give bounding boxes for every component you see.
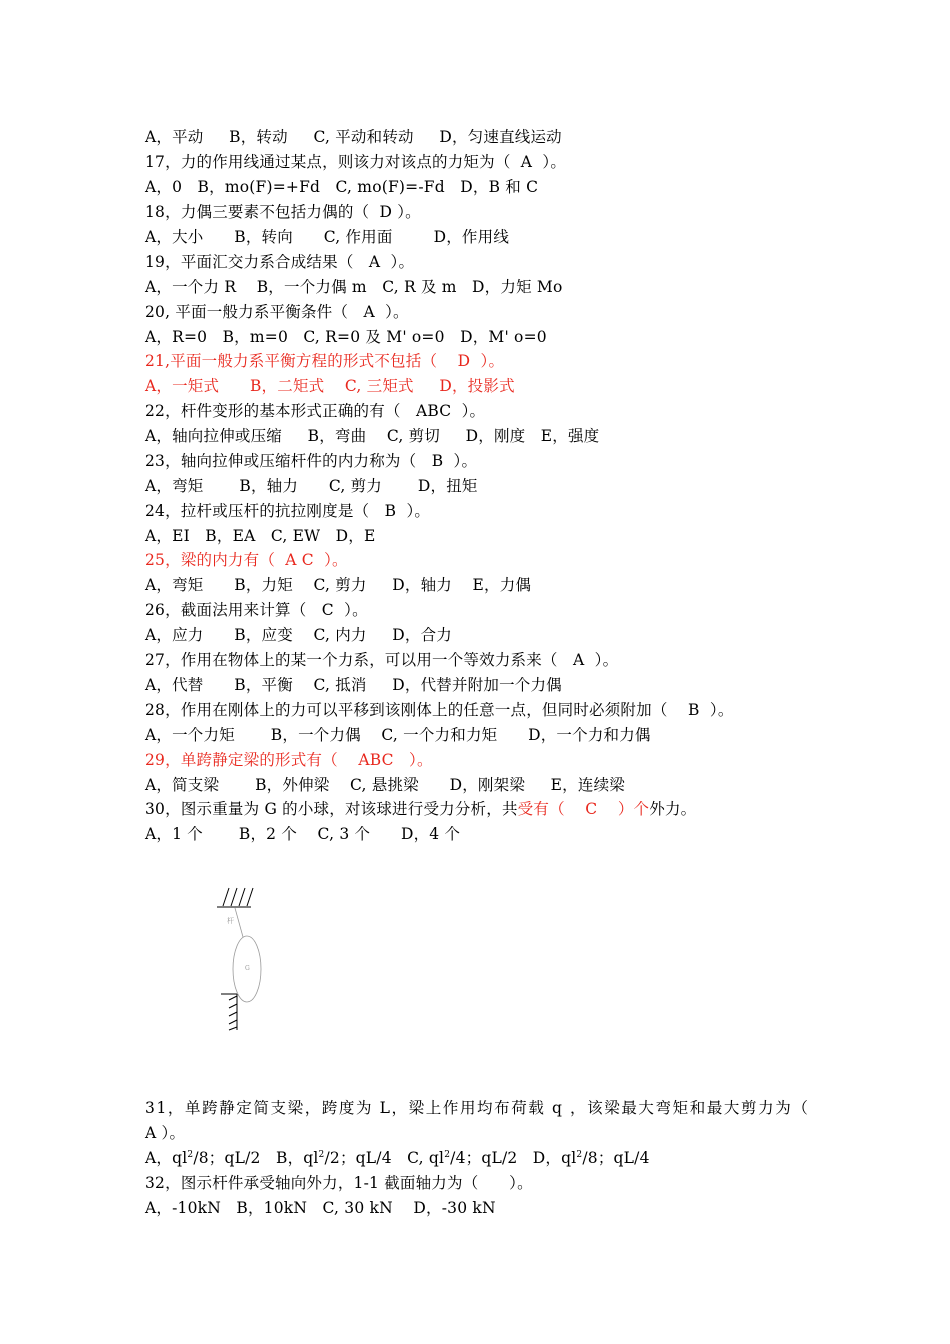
rope [235,908,243,937]
q31-sup: 2 [187,1150,194,1160]
ball-label: G [245,965,250,972]
q31-opt-a: A，ql [145,1149,188,1167]
q31-question-line2: A ）。 [145,1124,186,1142]
q23-question: 23，轴向拉伸或压缩杆件的内力称为（ B ）。 [145,452,478,470]
q31-opt-b: /8；qL/2 B，ql [193,1149,319,1167]
q31-sup: 2 [576,1150,583,1160]
q31-question-line1: 31，单跨静定简支梁，跨度为 L，梁上作用均布荷载 q ，该梁最大弯矩和最大剪力为（ [145,1099,810,1117]
q26-options: A，应力 B，应变 C, 内力 D，合力 [145,626,452,644]
q31-opt-c: /2；qL/4 C, ql [324,1149,445,1167]
q22-options: A，轴向拉伸或压缩 B，弯曲 C, 剪切 D，刚度 E，强度 [145,427,600,445]
q32-question: 32，图示杆件承受轴向外力，1-1 截面轴力为（ ）。 [145,1174,533,1192]
q31-sup: 2 [318,1150,325,1160]
q30-suffix: 外力。 [649,800,697,818]
q20-options: A，R=0 B，m=0 C, R=0 及 M' o=0 D，M' o=0 [145,328,547,346]
q17-options: A，0 B，mo(F)=+Fd C, mo(F)=-Fd D，B 和 C [145,178,539,196]
q23-options: A，弯矩 B，轴力 C, 剪力 D，扭矩 [145,477,478,495]
q17-question: 17，力的作用线通过某点，则该力对该点的力矩为（ A ）。 [145,153,567,171]
q24-options: A，EI B，EA C, EW D，E [145,527,376,545]
q30-answer: 受有（ C ）个 [517,800,650,818]
q32-options: A，-10kN B，10kN C, 30 kN D，-30 kN [145,1199,496,1217]
q19-options: A，一个力 R B，一个力偶 m C, R 及 m D，力矩 Mo [145,278,563,296]
q30-options: A，1 个 B，2 个 C, 3 个 D，4 个 [145,825,461,843]
q21-options: A，一矩式 B，二矩式 C, 三矩式 D，投影式 [145,377,515,395]
q25-question: 25，梁的内力有（ A C ）。 [145,551,348,569]
q21-question: 21,平面一般力系平衡方程的形式不包括（ D ）。 [145,352,505,370]
q16-options: A，平动 B，转动 C, 平动和转动 D，匀速直线运动 [145,128,562,146]
q28-question: 28，作用在刚体上的力可以平移到该刚体上的任意一点，但同时必须附加（ B ）。 [145,701,734,719]
q31-opt-d: /4；qL/2 D，ql [450,1149,577,1167]
rope-label: 杆 [227,917,234,925]
q31-sup: 2 [444,1150,451,1160]
q20-question: 20, 平面一般力系平衡条件（ A ）。 [145,303,409,321]
ceiling-hatch [217,888,253,907]
q30-question [145,799,696,819]
ball-on-wall-figure [205,880,275,1040]
q24-question: 24，拉杆或压杆的抗拉刚度是（ B ）。 [145,502,431,520]
q27-options: A，代替 B，平衡 C, 抵消 D，代替并附加一个力偶 [145,676,562,694]
q19-question: 19，平面汇交力系合成结果（ A ）。 [145,253,415,271]
q28-options: A，一个力矩 B，一个力偶 C, 一个力和力矩 D，一个力和力偶 [145,726,651,744]
q18-options: A，大小 B，转向 C, 作用面 D，作用线 [145,228,510,246]
q27-question: 27，作用在物体上的某一个力系，可以用一个等效力系来（ A ）。 [145,651,619,669]
q18-question: 18，力偶三要素不包括力偶的（ D ）。 [145,203,421,221]
q30-prefix: 30，图示重量为 G 的小球，对该球进行受力分析，共 [145,800,518,818]
q29-question: 29，单跨静定梁的形式有（ ABC ）。 [145,751,433,769]
q29-options: A，简支梁 B，外伸梁 C, 悬挑梁 D，刚架梁 E，连续梁 [145,776,625,794]
q31-options [145,1148,650,1168]
q22-question: 22，杆件变形的基本形式正确的有（ ABC ）。 [145,402,486,420]
q26-question: 26，截面法用来计算（ C ）。 [145,601,368,619]
wall-hatch [221,994,237,1030]
q25-options: A，弯矩 B，力矩 C, 剪力 D，轴力 E，力偶 [145,576,532,594]
q31-opt-end: /8；qL/4 [582,1149,650,1167]
